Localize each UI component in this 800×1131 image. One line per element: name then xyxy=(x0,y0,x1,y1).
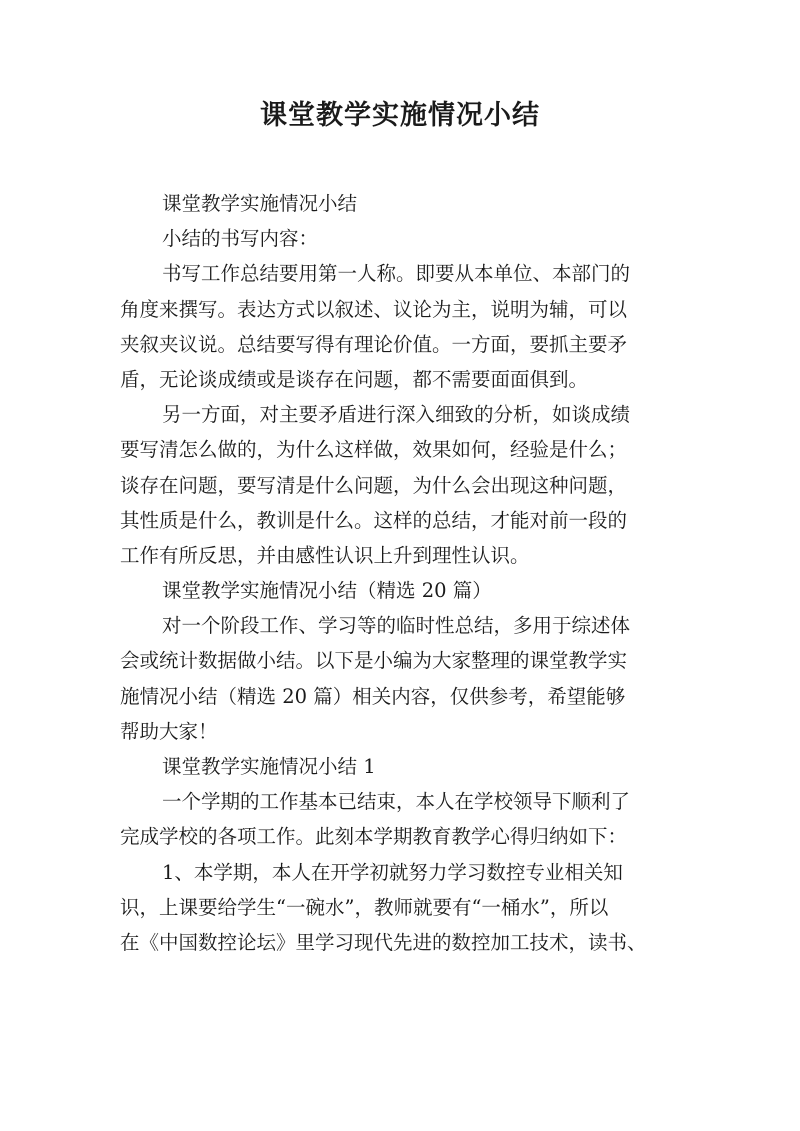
paragraph-line: 1、本学期，本人在开学初就努力学习数控专业相关知 xyxy=(162,860,623,884)
paragraph-line: 夹叙夹议说。总结要写得有理论价值。一方面，要抓主要矛 xyxy=(120,332,628,356)
subtitle-line: 课堂教学实施情况小结 xyxy=(162,192,358,215)
section-heading-line: 课堂教学实施情况小结 1 xyxy=(162,755,376,778)
paragraph-line: 另一方面，对主要矛盾进行深入细致的分析，如谈成绩 xyxy=(162,403,631,427)
paragraph-line: 对一个阶段工作、学习等的临时性总结，多用于综述体 xyxy=(162,614,631,638)
paragraph-line: 在《中国数控论坛》里学习现代先进的数控加工技术，读书、 xyxy=(120,930,647,954)
paragraph-line: 施情况小结（精选 20 篇）相关内容，仅供参考，希望能够 xyxy=(120,684,626,708)
paragraph-line: 工作有所反思，并由感性认识上升到理性认识。 xyxy=(120,543,530,567)
document-title: 课堂教学实施情况小结 xyxy=(260,100,540,131)
paragraph-line: 谈存在问题，要写清是什么问题，为什么会出现这种问题， xyxy=(120,473,628,497)
paragraph-line: 一个学期的工作基本已结束，本人在学校领导下顺利了 xyxy=(162,790,631,814)
paragraph-line: 帮助大家！ xyxy=(120,719,218,743)
document-body xyxy=(120,186,686,960)
paragraph-line: 书写工作总结要用第一人称。即要从本单位、本部门的 xyxy=(162,262,631,286)
section-heading-line: 小结的书写内容： xyxy=(162,227,319,251)
paragraph-line: 完成学校的各项工作。此刻本学期教育教学心得归纳如下： xyxy=(120,825,628,849)
paragraph-line: 要写清怎么做的，为什么这样做，效果如何，经验是什么； xyxy=(120,438,628,462)
paragraph-line: 会或统计数据做小结。以下是小编为大家整理的课堂教学实 xyxy=(120,649,628,673)
section-heading-line: 课堂教学实施情况小结（精选 20 篇） xyxy=(162,579,492,603)
paragraph-line: 识，上课要给学生“一碗水”，教师就要有“一桶水”，所以 xyxy=(120,895,609,919)
paragraph-line: 盾，无论谈成绩或是谈存在问题，都不需要面面俱到。 xyxy=(120,367,589,391)
paragraph-line: 角度来撰写。表达方式以叙述、议论为主，说明为辅，可以 xyxy=(120,297,628,321)
paragraph-line: 其性质是什么，教训是什么。这样的总结，才能对前一段的 xyxy=(120,508,628,532)
